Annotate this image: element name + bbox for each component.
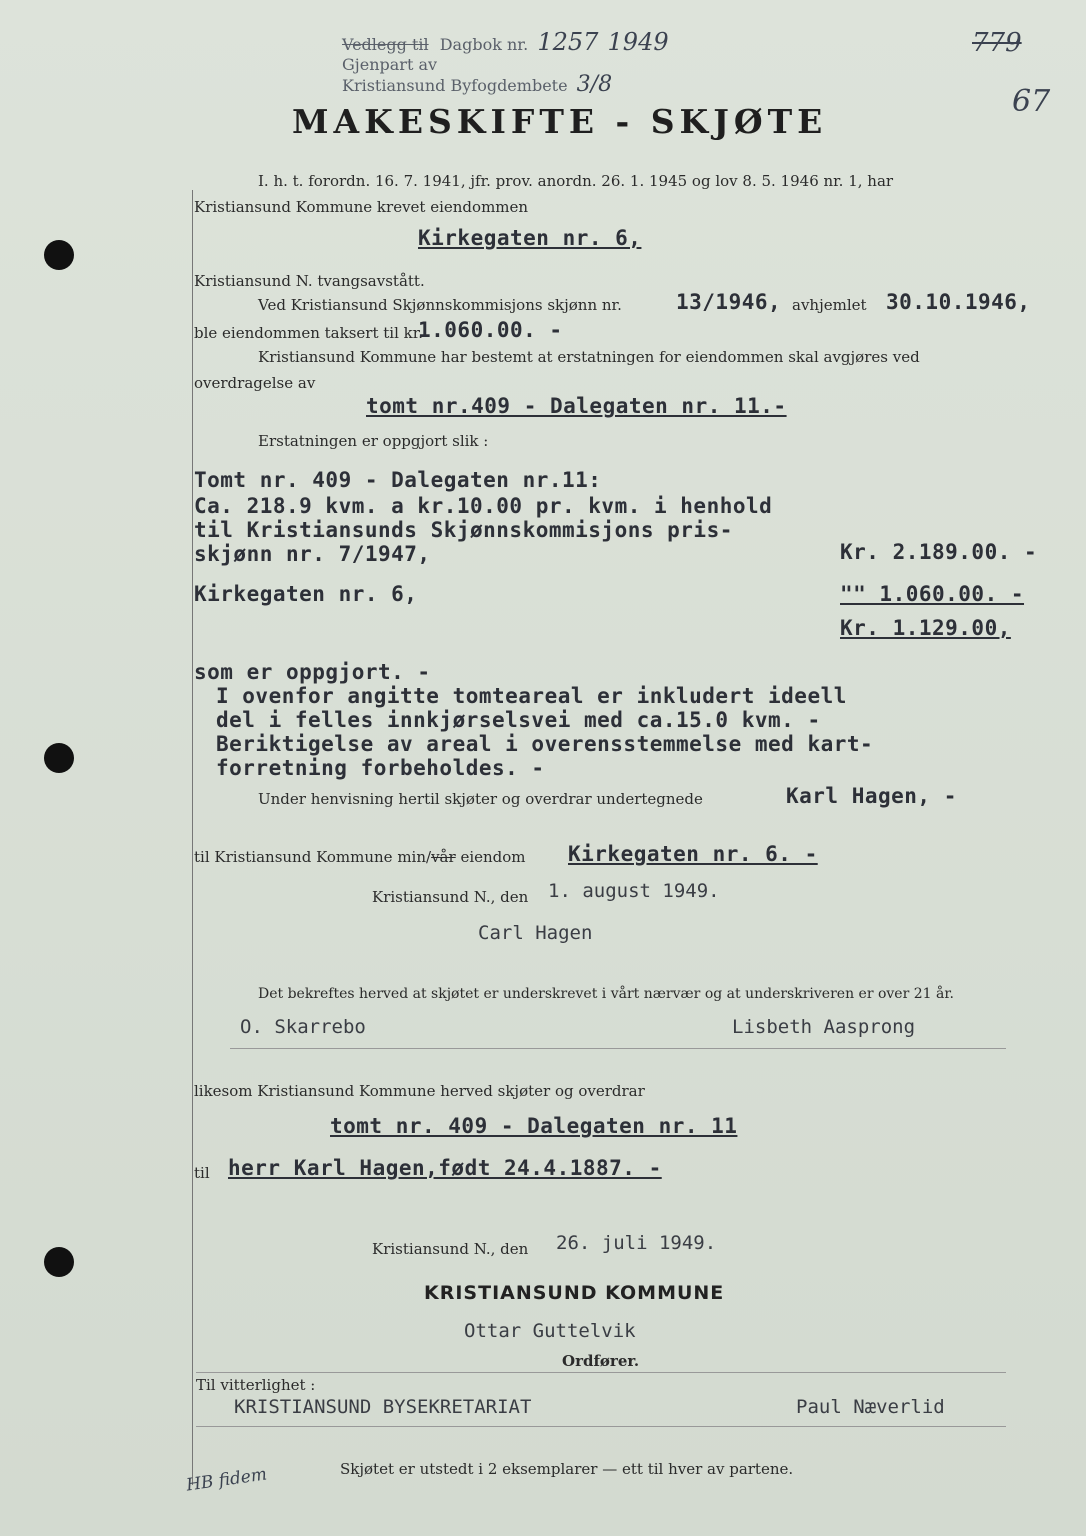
document-title: MAKESKIFTE - SKJØTE (292, 102, 828, 141)
footer-copies-note: Skjøtet er utstedt i 2 eksemplarer — ett til hver av partene. (340, 1460, 794, 1478)
grantor-signature: Carl Hagen (478, 922, 593, 944)
transfer-property: Kirkegaten nr. 6. - (568, 842, 818, 866)
skjonn-avhjemlet: avhjemlet (792, 296, 867, 314)
erstatning-line-2: overdragelse av (194, 374, 316, 392)
stamp-dagbok-number: 1257 (537, 28, 599, 56)
erstatning-property: tomt nr.409 - Dalegaten nr. 11.- (366, 394, 787, 418)
stamp-line-3 (342, 72, 669, 97)
left-margin-line (192, 190, 193, 1485)
skjonn-date: 30.10.1946, (886, 290, 1031, 314)
dagbok-stamp (342, 28, 669, 97)
note-line-4: Beriktigelse av areal i overensstemmelse med kart- (216, 732, 874, 756)
transfer2-date: 26. juli 1949. (556, 1232, 717, 1254)
witness-1: O. Skarrebo (240, 1016, 366, 1038)
kommune-name: KRISTIANSUND KOMMUNE (424, 1282, 725, 1304)
note-line-1: som er oppgjort. - (194, 660, 431, 684)
punch-hole-bottom (44, 1247, 74, 1277)
stamp-dagbok-label: Dagbok nr. (439, 35, 529, 54)
transfer-to-suffix: eiendom (460, 848, 526, 866)
transfer2-text: likesom Kristiansund Kommune herved skjøter og overdrar (194, 1082, 645, 1100)
footer-initials: HB fidem (185, 1464, 269, 1496)
taksert-value: 1.060.00. - (418, 318, 563, 342)
witness-signature-line (230, 1048, 1006, 1049)
oppgjort-label: Erstatningen er oppgjort slik : (258, 432, 489, 450)
transfer-to-struck: vår (431, 848, 456, 866)
tvangsavstatt-line: Kristiansund N. tvangsavstått. (194, 272, 425, 290)
property-name: Kirkegaten nr. 6, (418, 226, 642, 250)
corner-struck-number: 779 (972, 28, 1022, 58)
erstatning-line-1: Kristiansund Kommune har bestemt at erstatningen for eiendommen skal avgjøres ved (258, 348, 920, 366)
calc-amount-2: "" 1.060.00. - (840, 582, 1025, 606)
skjonn-number: 13/1946, (676, 290, 782, 314)
stamp-date-hand: 3/8 (576, 72, 613, 97)
transfer2-property: tomt nr. 409 - Dalegaten nr. 11 (330, 1114, 738, 1138)
intro-line-1: I. h. t. forordn. 16. 7. 1941, jfr. prov. anordn. 26. 1. 1945 og lov 8. 5. 1946 nr. 1, har (258, 172, 894, 190)
calc-amount-1: Kr. 2.189.00. - (840, 540, 1038, 564)
kommune-role: Ordfører. (562, 1352, 640, 1370)
calc-line-2: Ca. 218.9 kvm. a kr.10.00 pr. kvm. i henhold (194, 494, 773, 518)
kommune-signer: Ottar Guttelvik (464, 1320, 636, 1342)
intro-line-2: Kristiansund Kommune krevet eiendommen (194, 198, 529, 216)
stamp-line-1 (342, 28, 669, 56)
witness-statement: Det bekreftes herved at skjøtet er underskrevet i vårt nærvær og at underskriveren er over 21 år. (258, 986, 954, 1002)
transfer-text: Under henvisning hertil skjøter og overdrar undertegnede (258, 790, 703, 808)
vitterlighet-right: Paul Næverlid (796, 1396, 945, 1418)
skjonn-prefix: Ved Kristiansund Skjønnskommisjons skjønn nr. (258, 296, 622, 314)
transfer-to-line (194, 848, 526, 866)
calc-line-4: skjønn nr. 7/1947, (194, 542, 431, 566)
transfer2-to-prefix: til (194, 1164, 210, 1182)
taksert-prefix: ble eiendommen taksert til kr. (194, 324, 424, 342)
corner-page-number: 67 (1012, 84, 1051, 119)
transfer2-recipient: herr Karl Hagen,født 24.4.1887. - (228, 1156, 662, 1180)
calc-amount-3: Kr. 1.129.00, (840, 616, 1011, 640)
transfer2-place: Kristiansund N., den (372, 1240, 529, 1258)
stamp-year: 1949 (607, 28, 669, 56)
punch-hole-top (44, 240, 74, 270)
vitterlighet-label: Til vitterlighet : (196, 1376, 316, 1394)
stamp-office: Kristiansund Byfogdembete (342, 76, 568, 95)
vitterlighet-left: KRISTIANSUND BYSEKRETARIAT (234, 1396, 532, 1418)
transfer-grantor: Karl Hagen, - (786, 784, 957, 808)
stamp-line-2: Gjenpart av (342, 55, 438, 74)
calc-line-5: Kirkegaten nr. 6, (194, 582, 418, 606)
transfer-to-prefix: til Kristiansund Kommune min/ (194, 848, 432, 866)
witness-2: Lisbeth Aasprong (732, 1016, 916, 1038)
punch-hole-middle (44, 743, 74, 773)
transfer-place: Kristiansund N., den (372, 888, 529, 906)
calc-line-1: Tomt nr. 409 - Dalegaten nr.11: (194, 468, 602, 492)
transfer-date: 1. august 1949. (548, 880, 720, 902)
vitterlighet-signature-line (196, 1426, 1006, 1427)
note-line-5: forretning forbeholdes. - (216, 756, 545, 780)
note-line-3: del i felles innkjørselsvei med ca.15.0 kvm. - (216, 708, 821, 732)
note-line-2: I ovenfor angitte tomteareal er inkludert ideell (216, 684, 847, 708)
stamp-struck-text: Vedlegg til (342, 35, 429, 54)
calc-line-3: til Kristiansunds Skjønnskommisjons pris- (194, 518, 733, 542)
kommune-signature-line (196, 1372, 1006, 1373)
